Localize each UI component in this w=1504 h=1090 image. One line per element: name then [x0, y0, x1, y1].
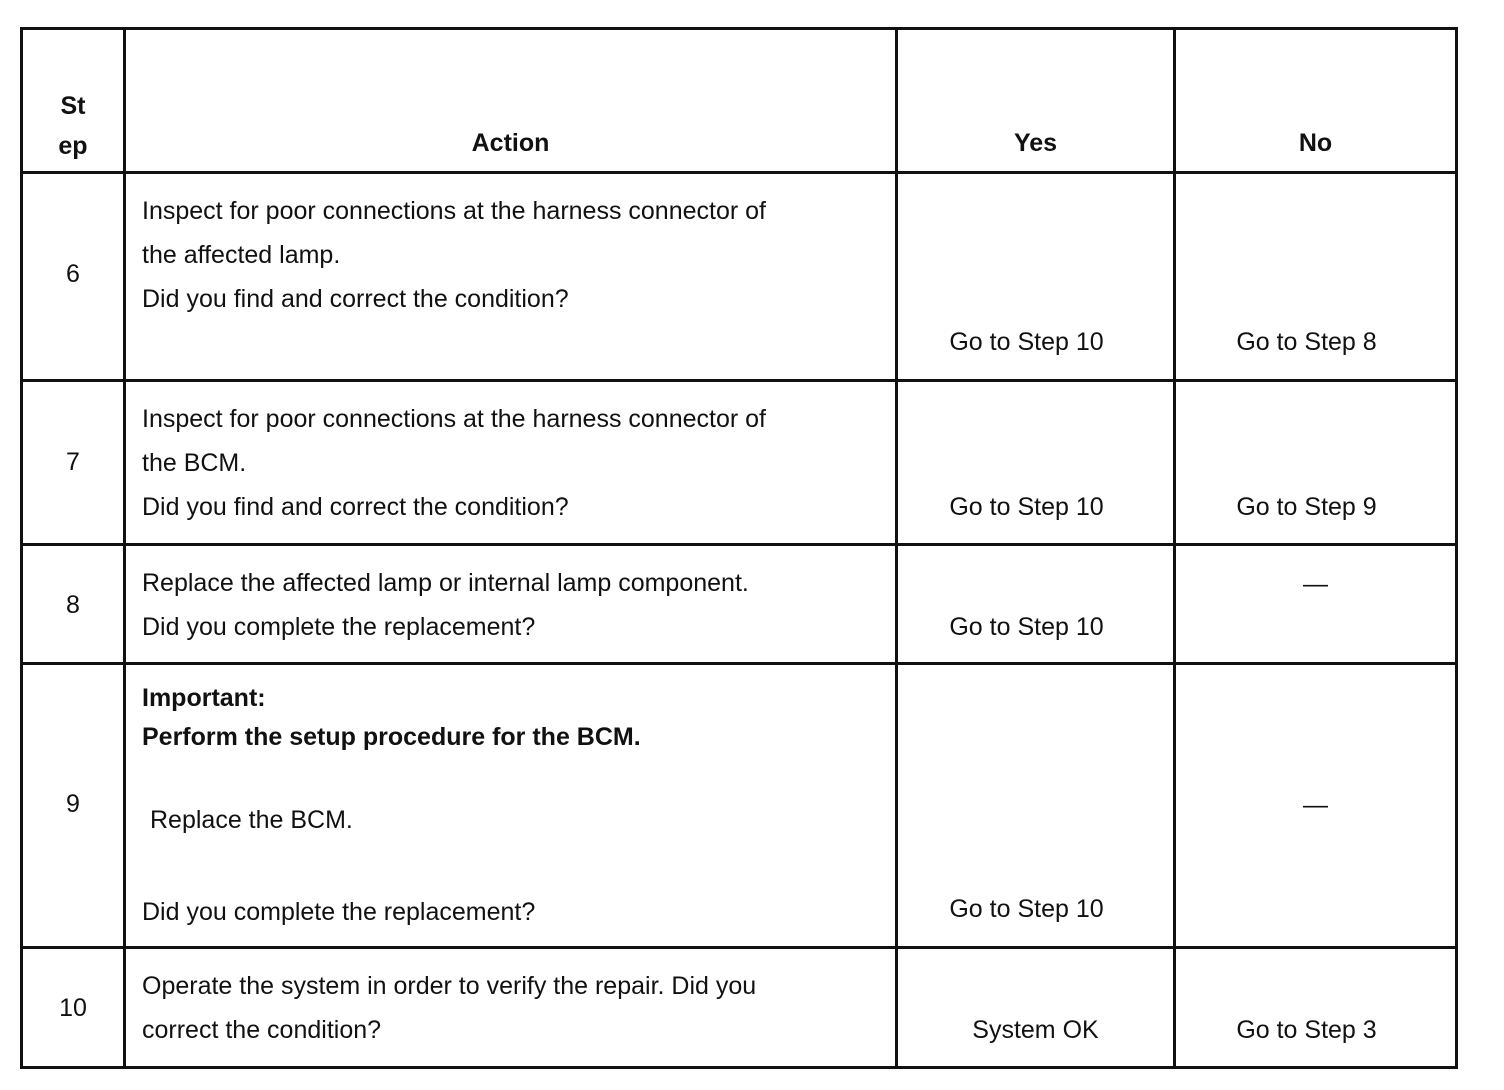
- action-line: Did you complete the replacement?: [142, 898, 536, 926]
- no-result: —: [1303, 791, 1328, 819]
- action-line: Inspect for poor connections at the harness connector of: [142, 197, 766, 225]
- yes-cell: [898, 382, 1176, 543]
- step-number: 6: [66, 260, 80, 288]
- table-row: [20, 174, 1458, 382]
- yes-cell: [898, 174, 1176, 379]
- yes-result: System OK: [972, 1016, 1099, 1044]
- yes-result: Go to Step 10: [949, 895, 1104, 923]
- action-text: [142, 561, 885, 649]
- action-text: [142, 964, 885, 1052]
- step-cell: [23, 546, 126, 662]
- no-result: Go to Step 9: [1236, 493, 1377, 521]
- no-cell: [1176, 174, 1455, 379]
- action-line: Inspect for poor connections at the harness connector of: [142, 405, 766, 433]
- step-cell: [23, 382, 126, 543]
- table-row: [20, 949, 1458, 1069]
- table-row: [20, 382, 1458, 546]
- step-number: 10: [59, 994, 87, 1022]
- yes-result: Go to Step 10: [949, 493, 1104, 521]
- no-cell: [1176, 382, 1455, 543]
- step-cell: [23, 174, 126, 379]
- action-line: Did you find and correct the condition?: [142, 285, 569, 313]
- no-cell: [1176, 949, 1455, 1066]
- header-step-cell: [23, 30, 126, 171]
- step-cell: [23, 665, 126, 946]
- action-line: Replace the affected lamp or internal lamp component.: [142, 569, 749, 597]
- table-header-row: [20, 27, 1458, 174]
- step-number: 8: [66, 591, 80, 619]
- action-line: Replace the BCM.: [150, 806, 353, 834]
- action-cell: [126, 174, 898, 379]
- header-action: Action: [471, 129, 550, 157]
- action-text: [142, 890, 885, 934]
- header-no-cell: [1176, 30, 1455, 171]
- yes-result: Go to Step 10: [949, 613, 1104, 641]
- header-yes-cell: [898, 30, 1176, 171]
- action-text: [150, 798, 885, 842]
- action-text: [142, 397, 885, 529]
- no-result: —: [1303, 570, 1328, 598]
- action-text: [142, 189, 885, 321]
- action-line: Operate the system in order to verify the repair. Did you: [142, 972, 757, 1000]
- action-text: [142, 679, 885, 757]
- action-cell: [126, 546, 898, 662]
- action-cell: [126, 665, 898, 946]
- important-label: Important:: [142, 684, 266, 712]
- action-cell: [126, 949, 898, 1066]
- action-line: Did you complete the replacement?: [142, 613, 536, 641]
- no-cell: [1176, 665, 1455, 946]
- diagnostic-table: [20, 27, 1458, 1069]
- header-yes: Yes: [1013, 129, 1058, 157]
- yes-cell: [898, 949, 1176, 1066]
- yes-result: Go to Step 10: [949, 328, 1104, 356]
- header-no: No: [1298, 129, 1333, 157]
- table-row: [20, 665, 1458, 949]
- important-text: Perform the setup procedure for the BCM.: [142, 723, 641, 751]
- yes-cell: [898, 665, 1176, 946]
- header-step: St ep: [58, 92, 88, 160]
- no-cell: [1176, 546, 1455, 662]
- yes-cell: [898, 546, 1176, 662]
- action-line: the affected lamp.: [142, 241, 341, 269]
- table-row: [20, 546, 1458, 665]
- step-number: 9: [66, 790, 80, 818]
- action-line: the BCM.: [142, 449, 247, 477]
- step-cell: [23, 949, 126, 1066]
- action-line: correct the condition?: [142, 1016, 382, 1044]
- action-cell: [126, 382, 898, 543]
- header-action-cell: [126, 30, 898, 171]
- no-result: Go to Step 8: [1236, 328, 1377, 356]
- action-line: Did you find and correct the condition?: [142, 493, 569, 521]
- no-result: Go to Step 3: [1236, 1016, 1377, 1044]
- step-number: 7: [66, 448, 80, 476]
